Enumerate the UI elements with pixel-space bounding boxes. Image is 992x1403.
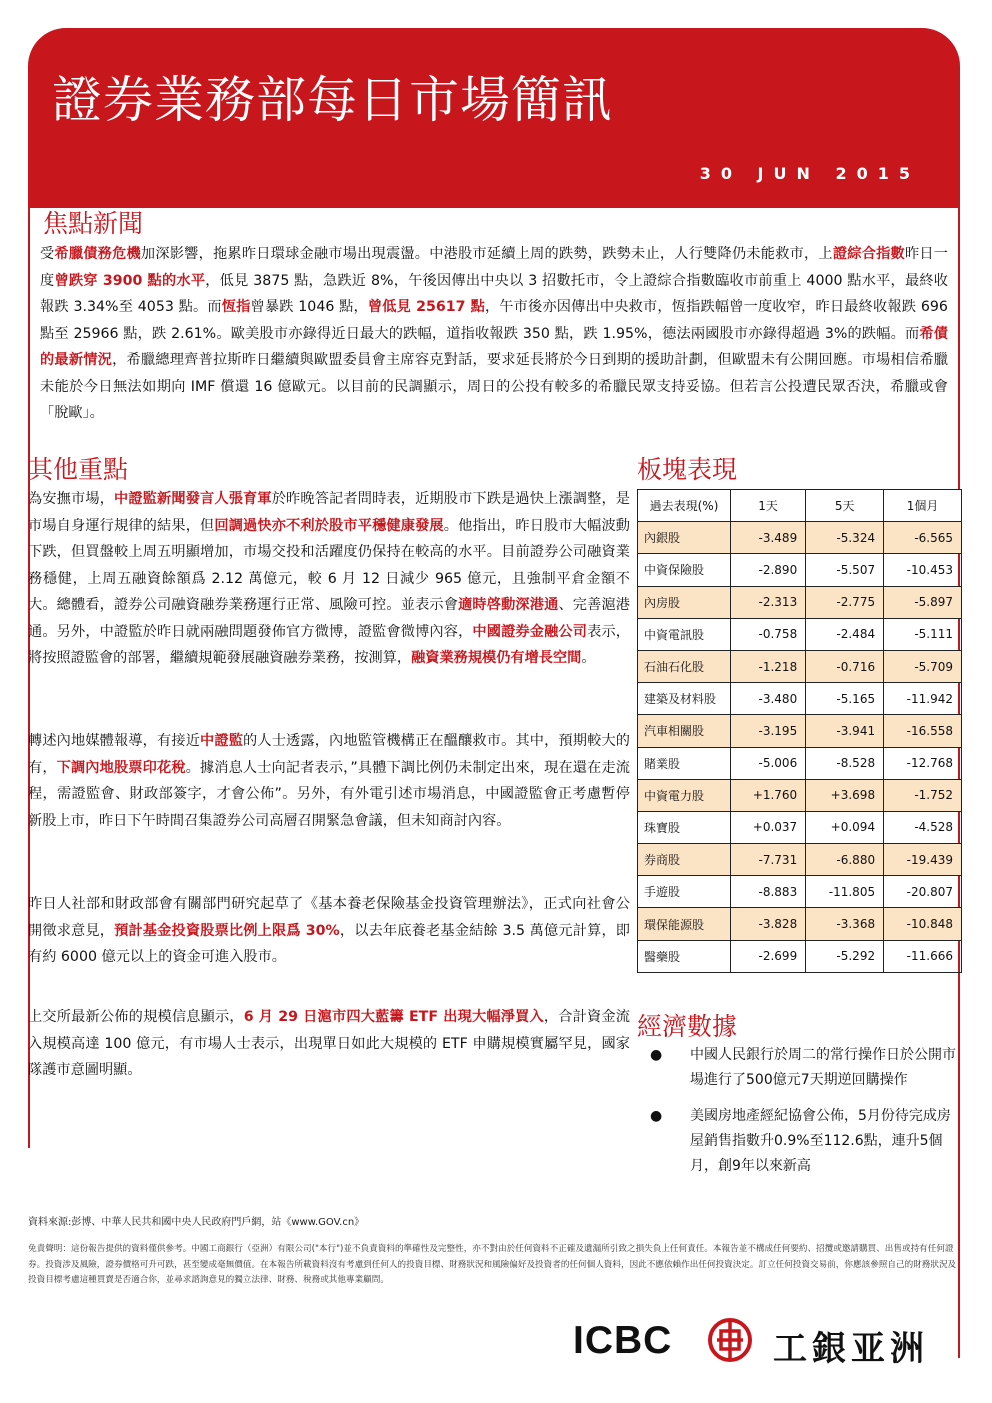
change-1m: -16.558 (884, 715, 962, 747)
body-text-segment: 。他指出，昨日股市大幅波動下跌，但買盤較上周五明顯增加，市場交投和活躍度仍保持在較高的水平。目前證券公司融資業務穩健，上周五融資餘額爲 2.12 萬億元，較 6 月 12 日減少 965 億元，且強制平倉金額不大。總體看，證券公司融資融券業務運行正常、風險可控。並表示會 (28, 517, 630, 613)
disclaimer: 免責聲明：這份報告提供的資料僅供參考。中國工商銀行（亞洲）有限公司("本行")並不負責資料的準確性及完整性，亦不對由於任何資料不正確及遺漏所引致之損失負上任何責任。本報告並不構成任何要約、招攬或邀請購買、出售或持有任何證券。投資涉及風險，證券價格可升可跌，甚至變成毫無價值。在本報告所載資料沒有考慮到任何人的投資目標、財務狀況和風險偏好及投資者的任何個人資料，因此不應依賴作出任何投資決定。訂立任何投資交易前，你應該參照自己的財務狀況及投資目標考慮這種買賣是否適合你，並尋求諮詢意見的獨立法律、財務、稅務或其他專業顧問。 (28, 1244, 957, 1285)
report-date: 30 JUN 2015 (699, 164, 920, 183)
sector-name: 醫藥股 (638, 940, 731, 972)
change-1d: -2.313 (731, 586, 806, 618)
body-text-segment: 。 (581, 650, 596, 666)
highlight-text: 希臘債務危機 (54, 246, 141, 262)
logo-text-cn: 工銀亚洲 (773, 1329, 929, 1369)
body-text-segment: 的人士透露，內地監管機構正在醞釀救市。其中，預期較大的有， (28, 733, 630, 776)
change-5d: -3.941 (806, 715, 884, 747)
sector-name: 手遊股 (638, 876, 731, 908)
economy-list (650, 1043, 960, 1190)
change-1d: +1.760 (731, 779, 806, 811)
highlight-text: 中證監 (200, 733, 244, 749)
focus-heading: 焦點新聞 (43, 209, 144, 238)
change-1d: -0.758 (731, 618, 806, 650)
sector-name: 券商股 (638, 844, 731, 876)
change-1m: -5.111 (884, 618, 962, 650)
table-row (638, 554, 962, 586)
table-row (638, 522, 962, 554)
change-1m: -6.565 (884, 522, 962, 554)
sector-name: 汽車相關股 (638, 715, 731, 747)
bullet-icon: ● (650, 1108, 663, 1124)
change-1d: -3.489 (731, 522, 806, 554)
sector-name: 石油石化股 (638, 650, 731, 682)
change-1d: -3.195 (731, 715, 806, 747)
column-header: 1天 (731, 490, 806, 522)
sector-name: 中資電力股 (638, 779, 731, 811)
body-text-segment: 加深影響，拖累昨日環球金融市場出現震盪。中港股市延續上周的跌勢，跌勢未止，人行雙降仍未能救市，上 (140, 246, 833, 262)
highlight-text: 曾低見 25617 點 (367, 299, 485, 315)
change-1d: -8.883 (731, 876, 806, 908)
highlight-text: 適時啓動深港通 (458, 597, 559, 613)
change-1m: -19.439 (884, 844, 962, 876)
change-5d: +3.698 (806, 779, 884, 811)
table-row (638, 715, 962, 747)
sector-name: 中資電訊股 (638, 618, 731, 650)
change-1m: -12.768 (884, 747, 962, 779)
highlight-text: 融資業務規模仍有增長空間 (411, 650, 582, 666)
change-5d: +0.094 (806, 811, 884, 843)
icbc-emblem-icon (707, 1317, 753, 1363)
body-text-segment: ，午市後亦因傳出中央救市，恆指跌幅曾一度收窄，昨日最終收報跌 696 點至 25966 點，跌 2.61%。歐美股市亦錄得近日最大的跌幅，道指收報跌 350 點，跌 1.95%，德法兩國股市亦錄得超過 3%的跌幅。而 (40, 299, 948, 342)
change-1d: -7.731 (731, 844, 806, 876)
sector-name: 環保能源股 (638, 908, 731, 940)
body-text-segment: 昨日一度 (40, 246, 948, 289)
change-5d: -5.507 (806, 554, 884, 586)
highlight-text: 曾跌穿 3900 點的水平 (54, 272, 206, 289)
body-text-segment: ，以去年底養老基金結餘 3.5 萬億元計算，即有約 6000 億元以上的資金可進入股市。 (28, 922, 630, 965)
body-text-segment: 轉述內地媒體報導，有接近 (28, 733, 201, 749)
body-text-segment: 昨日人社部和財政部會有關部門研究起草了《基本養老保險基金投資管理辦法》，正式向社會公開徵求意見， (28, 896, 630, 939)
column-header: 過去表現(%) (638, 490, 731, 522)
change-1m: -20.807 (884, 876, 962, 908)
table-row (638, 908, 962, 940)
change-1d: -1.218 (731, 650, 806, 682)
sector-name: 中資保險股 (638, 554, 731, 586)
header-banner (28, 28, 960, 208)
economy-item-text: 美國房地產經紀協會公佈，5月份待完成房屋銷售指數升0.9%至112.6點，連升5個月，創9年以來新高 (690, 1108, 951, 1174)
sector-name: 建築及材料股 (638, 683, 731, 715)
page-title: 證券業務部每日市場簡訊 (52, 71, 613, 129)
highlight-text: 證綜合指數 (832, 246, 905, 262)
economy-item-text: 中國人民銀行於周二的常行操作日於公開市場進行了500億元7天期逆回購操作 (690, 1047, 956, 1088)
table-row (638, 940, 962, 972)
body-text-segment: ，希臘總理齊普拉斯昨日繼續與歐盟委員會主席容克對話，要求延長將於今日到期的援助計劃，但歐盟未有公開回應。市場相信希臘未能於今日無法如期向 IMF 償還 16 億歐元。以目前的民調顯示，周日的公投有較多的希臘民眾支持妥協。但若言公投遭民眾否決，希臘或會「脫歐」。 (40, 352, 948, 421)
change-5d: -5.324 (806, 522, 884, 554)
logo-text-en: ICBC (573, 1319, 673, 1362)
body-text-segment: 、完善滬港通。另外，中證監於昨日就兩融問題發佈官方微博，證監會微博內容， (28, 597, 630, 640)
table-row (638, 683, 962, 715)
bullet-icon: ● (650, 1047, 663, 1063)
change-1d: -2.699 (731, 940, 806, 972)
table-row (638, 811, 962, 843)
table-row (638, 844, 962, 876)
table-row (638, 779, 962, 811)
change-5d: -5.292 (806, 940, 884, 972)
table-header-row (638, 490, 962, 522)
sector-performance-table (637, 489, 962, 973)
body-text-segment: 曾暴跌 1046 點， (250, 299, 368, 315)
change-1m: -11.942 (884, 683, 962, 715)
change-1m: -5.897 (884, 586, 962, 618)
change-1m: -11.666 (884, 940, 962, 972)
change-1m: -10.848 (884, 908, 962, 940)
change-1d: -3.828 (731, 908, 806, 940)
sector-name: 內房股 (638, 586, 731, 618)
other-heading: 其他重點 (28, 455, 129, 484)
change-1d: -3.480 (731, 683, 806, 715)
change-5d: -8.528 (806, 747, 884, 779)
change-1m: -5.709 (884, 650, 962, 682)
table-row (638, 586, 962, 618)
body-text-segment: 為安撫市場， (28, 491, 115, 507)
data-source: 資料來源:彭博、中華人民共和國中央人民政府門戶網，站《www.GOV.cn》 (28, 1217, 365, 1228)
highlight-text: 6 月 29 日滬市四大藍籌 ETF 出現大幅淨買入 (243, 1009, 544, 1025)
change-5d: -2.484 (806, 618, 884, 650)
change-1m: -10.453 (884, 554, 962, 586)
highlight-text: 回調過快亦不利於股市平穩健康發展 (214, 517, 444, 534)
highlight-text: 中國證券金融公司 (472, 623, 588, 640)
change-5d: -0.716 (806, 650, 884, 682)
column-header: 5天 (806, 490, 884, 522)
change-1m: -4.528 (884, 811, 962, 843)
highlight-text: 恆指 (221, 299, 251, 315)
body-text-segment: ，合計資金流入規模高達 100 億元，有市場人士表示，出現單日如此大規模的 ETF 申購規模實屬罕見，國家隊護市意圖明顯。 (28, 1009, 630, 1078)
economy-heading: 經濟數據 (637, 1012, 738, 1041)
table-row (638, 650, 962, 682)
highlight-text: 下調內地股票印花稅 (56, 759, 186, 776)
other-paragraph (28, 1004, 630, 1084)
sector-name: 賭業股 (638, 747, 731, 779)
table-row (638, 747, 962, 779)
sector-name: 內銀股 (638, 522, 731, 554)
table-row (638, 876, 962, 908)
sector-name: 珠寶股 (638, 811, 731, 843)
change-1m: -1.752 (884, 779, 962, 811)
other-paragraph (28, 728, 630, 834)
highlight-text: 希債的最新情況 (40, 325, 948, 368)
change-5d: -11.805 (806, 876, 884, 908)
table-row (638, 618, 962, 650)
other-paragraph (28, 891, 630, 971)
change-5d: -2.775 (806, 586, 884, 618)
list-item (650, 1104, 960, 1179)
column-header: 1個月 (884, 490, 962, 522)
body-text-segment: 受 (40, 246, 55, 262)
icbc-logo (573, 1317, 965, 1367)
change-5d: -6.880 (806, 844, 884, 876)
other-paragraph (28, 486, 630, 672)
highlight-text: 預計基金投資股票比例上限爲 30% (114, 922, 340, 939)
body-text-segment: 上交所最新公佈的規模信息顯示， (28, 1009, 244, 1025)
change-1d: +0.037 (731, 811, 806, 843)
body-text-segment: 於昨晚答記者問時表，近期股市下跌是過快上漲調整，是市場自身運行規律的結果，但 (28, 491, 630, 534)
change-1d: -2.890 (731, 554, 806, 586)
highlight-text: 中證監新聞發言人張育軍 (114, 491, 272, 507)
sector-heading: 板塊表現 (637, 455, 738, 484)
change-1d: -5.006 (731, 747, 806, 779)
list-item (650, 1043, 960, 1093)
change-5d: -5.165 (806, 683, 884, 715)
body-text-segment: 。據消息人士向記者表示，”具體下調比例仍未制定出來，現在還在走流程，需證監會、財政部簽字，才會公佈”。另外，有外電引述市場消息，中國證監會正考慮暫停新股上市，昨日下午時間召集證券公司高層召開緊急會議，但未知商討內容。 (28, 759, 630, 829)
body-text-segment: 表示，將按照證監會的部署，繼續規範發展融資融券業務，按測算， (28, 623, 630, 666)
focus-news-text (40, 241, 948, 427)
change-5d: -3.368 (806, 908, 884, 940)
body-text-segment: ，低見 3875 點，急跌近 8%，午後因傳出中央以 3 招數托市，令上證綜合指數臨收市前重上 4000 點水平，最終收報跌 3.34%至 4053 點。而 (40, 272, 948, 315)
